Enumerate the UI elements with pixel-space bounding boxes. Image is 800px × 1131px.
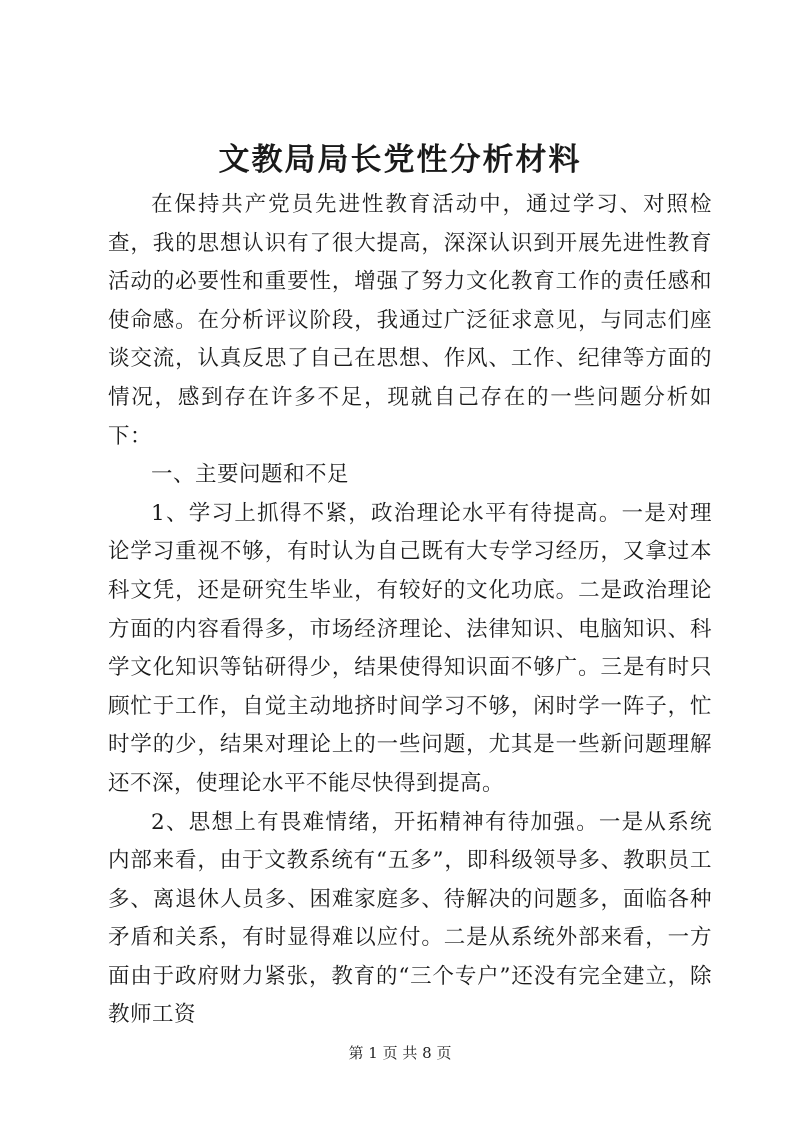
document-title: 文教局局长党性分析材料 [218, 142, 582, 178]
section-heading: 一、主要问题和不足 [151, 462, 350, 488]
page-number: 第 1 页 共 8 页 [348, 1044, 452, 1062]
document-body [108, 186, 712, 1035]
intro-paragraph: 在保持共产党员先进性教育活动中，通过学习、对照检查，我的思想认识有了很大提高，深深认识到开展先进性教育活动的必要性和重要性，增强了努力文化教育工作的责任感和使命感。在分析评议阶段，我通过广泛征求意见，与同志们座谈交流，认真反思了自己在思想、作风、工作、纪律等方面的情况，感到存在许多不足，现就自己存在的一些问题分析如下： [108, 192, 712, 449]
point-2-paragraph: 2、思想上有畏难情绪，开拓精神有待加强。一是从系统内部来看，由于文教系统有“五多”，即科级领导多、教职员工多、离退休人员多、困难家庭多、待解决的问题多，面临各种矛盾和关系，有时显得难以应付。二是从系统外部来看，一方面由于政府财力紧张，教育的“三个专户”还没有完全建立，除教师工资 [108, 809, 712, 1028]
point-1-paragraph: 1、学习上抓得不紧，政治理论水平有待提高。一是对理论学习重视不够，有时认为自己既有大专学习经历，又拿过本科文凭，还是研究生毕业，有较好的文化功底。二是政治理论方面的内容看得多，市场经济理论、法律知识、电脑知识、科学文化知识等钻研得少，结果使得知识面不够广。三是有时只顾忙于工作，自觉主动地挤时间学习不够，闲时学一阵子，忙时学的少，结果对理论上的一些问题，尤其是一些新问题理解还不深，使理论水平不能尽快得到提高。 [108, 500, 712, 796]
